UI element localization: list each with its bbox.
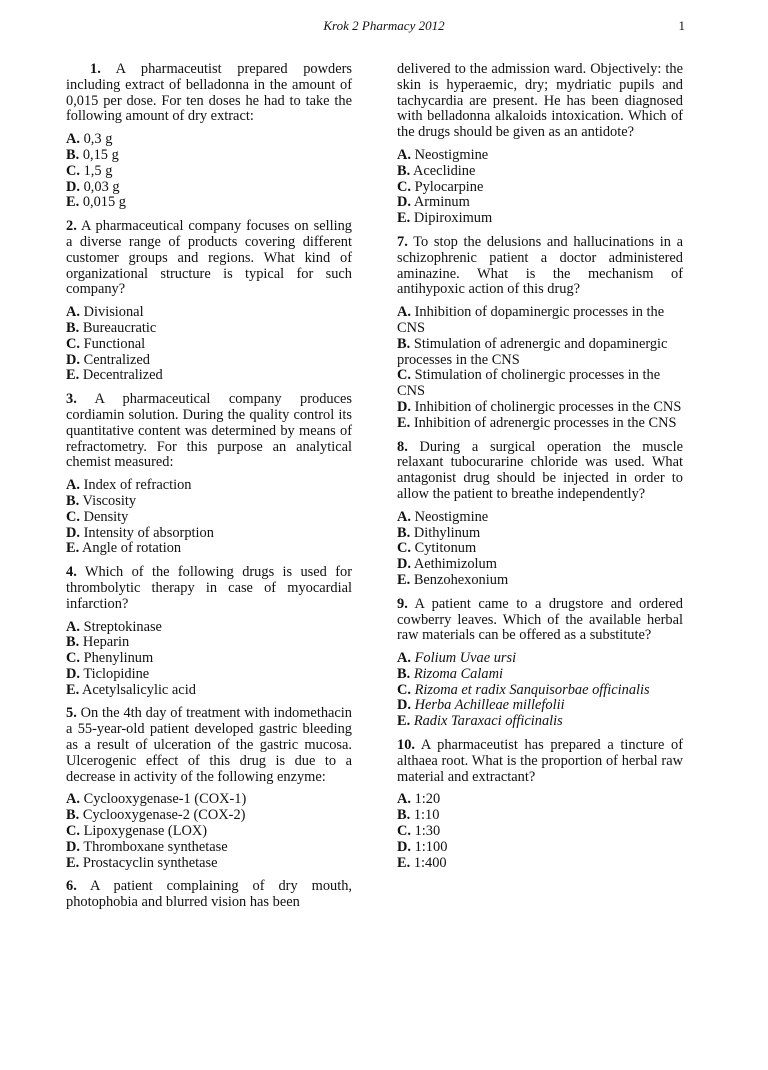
answer-option [66,526,352,542]
option-text: Streptokinase [83,618,162,635]
question-text [66,392,352,471]
option-letter: D. [397,556,411,573]
answer-option [397,573,683,589]
answer-option [66,353,352,369]
answer-option [66,337,352,353]
option-letter: B. [397,162,411,179]
answer-option [397,526,683,542]
question-number: 7. [397,233,408,250]
option-text: 1:10 [413,807,440,824]
option-letter: C. [397,540,411,557]
option-text: Inhibition of dopaminergic processes in the CNS [397,304,665,336]
option-text: Bureaucratic [82,319,157,336]
answer-option [66,620,352,636]
answer-option [66,792,352,808]
answer-option [397,368,683,400]
option-text: Inhibition of adrenergic processes in the CNS [413,414,677,431]
answer-options [397,148,683,227]
option-text: Prostacyclin synthetase [82,854,218,871]
option-letter: A. [397,508,411,525]
option-text: Rizoma et radix Sanquisorbae officinalis [414,681,650,698]
option-text: Functional [83,335,146,352]
option-text: Aceclidine [413,162,476,179]
answer-option [66,321,352,337]
answer-options [66,478,352,557]
option-letter: A. [397,791,411,808]
answer-option [397,337,683,369]
option-text: Benzohexonium [413,571,509,588]
answer-options [397,510,683,589]
answer-option [397,792,683,808]
question-text [66,62,352,125]
option-letter: D. [397,194,411,211]
answer-options [66,792,352,871]
option-letter: A. [397,650,411,667]
option-letter: E. [397,414,411,431]
option-text: 1,5 g [83,162,113,179]
option-letter: C. [66,508,80,525]
answer-option [397,698,683,714]
option-letter: C. [397,823,411,840]
answer-option [397,651,683,667]
question-body: Which of the following drugs is used for thrombolytic therapy in case of myocardial infarction? [66,564,352,612]
option-text: Inhibition of cholinergic processes in the CNS [414,398,682,415]
option-letter: C. [66,335,80,352]
option-text: 1:100 [414,838,448,855]
option-letter: D. [66,178,80,195]
answer-option [397,714,683,730]
answer-option [66,368,352,384]
page-header [0,18,768,38]
question-body: A pharmaceutical company focuses on selling a diverse range of products covering different customer groups and regions. What kind of organizational structure is typical for such company? [66,218,352,298]
answer-option [397,557,683,573]
option-letter: A. [66,304,80,321]
answer-option [397,400,683,416]
option-text: Ticlopidine [83,665,150,682]
option-letter: A. [66,477,80,494]
option-text: Cytitonum [414,540,477,557]
answer-option [66,808,352,824]
option-text: Cyclooxygenase-1 (COX-1) [83,791,247,808]
option-letter: E. [397,571,411,588]
option-text: 1:30 [414,823,441,840]
question-number: 6. [66,878,77,895]
answer-option [66,164,352,180]
answer-options [397,305,683,431]
question-text [397,235,683,298]
option-text: 0,015 g [82,194,126,211]
answer-option [397,180,683,196]
option-text: 0,15 g [82,146,119,163]
answer-option [66,683,352,699]
option-text: Dipiroximum [413,210,493,227]
question-text [66,565,352,612]
question-number: 10. [397,737,415,754]
option-text: Thromboxane synthetase [83,838,228,855]
option-text: Divisional [83,304,144,321]
option-letter: D. [66,665,80,682]
option-letter: B. [397,665,411,682]
option-letter: D. [397,697,411,714]
answer-option [397,305,683,337]
option-text: Heparin [82,634,130,651]
option-letter: E. [66,367,80,384]
option-letter: E. [66,681,80,698]
answer-option [397,148,683,164]
question-number: 5. [66,705,77,722]
answer-option [397,683,683,699]
answer-option [66,856,352,872]
answer-option [397,824,683,840]
option-text: Radix Taraxaci officinalis [413,713,563,730]
question-body: A pharmaceutist has prepared a tincture of althaea root. What is the proportion of herbal raw material and extractant? [397,737,683,785]
option-text: Stimulation of cholinergic processes in the CNS [397,367,661,400]
answer-option [397,541,683,557]
answer-option [66,132,352,148]
option-letter: B. [397,524,411,541]
question-text [397,738,683,785]
answer-option [397,840,683,856]
question-text [66,706,352,785]
answer-option [397,808,683,824]
option-letter: C. [397,178,411,195]
question-body: A patient complaining of dry mouth, photophobia and blurred vision has been [66,878,352,911]
option-text: Neostigmine [414,508,489,525]
option-letter: B. [397,335,411,352]
option-letter: D. [397,838,411,855]
option-text: Stimulation of adrenergic and dopaminergic processes in the CNS [397,335,668,368]
option-letter: A. [66,791,80,808]
answer-option [66,494,352,510]
option-text: Lipoxygenase (LOX) [83,823,208,840]
question-number: 2. [66,218,77,235]
question-body: delivered to the admission ward. Objectively: the skin is hyperaemic, dry; mydriatic pupils and tachycardia are present. He has been diagnosed with belladonna alkaloids intoxication. Which of the drugs should be given as an antidote? [397,61,683,141]
option-text: Centralized [83,351,150,368]
answer-option [66,180,352,196]
option-letter: E. [397,854,411,871]
option-letter: D. [66,351,80,368]
page-number: 1 [678,18,685,33]
option-letter: A. [397,146,411,163]
question-text [397,597,683,644]
option-text: 1:400 [413,854,447,871]
question-text [66,879,352,911]
option-text: 0,03 g [83,178,120,195]
option-letter: E. [66,194,80,211]
answer-options [66,620,352,699]
option-letter: E. [397,713,411,730]
option-letter: A. [397,304,411,321]
option-text: Cyclooxygenase-2 (COX-2) [82,807,246,824]
answer-option [66,305,352,321]
answer-option [66,635,352,651]
option-text: Viscosity [82,492,137,509]
option-text: Index of refraction [83,477,192,494]
option-letter: B. [66,146,80,163]
answer-option [397,856,683,872]
option-letter: B. [66,807,80,824]
answer-option [397,164,683,180]
option-text: Neostigmine [414,146,489,163]
option-text: Rizoma Calami [413,665,503,682]
answer-option [66,651,352,667]
question-number: 1. [90,61,101,77]
question-number: 9. [397,595,408,612]
question-body: A pharmaceutist prepared powders including extract of belladonna in the amount of 0,015 per dose. For ten doses he had to take the following amount of dry extract: [66,61,352,125]
answer-option [397,667,683,683]
option-letter: A. [66,131,80,148]
option-letter: B. [397,807,411,824]
answer-option [66,195,352,211]
question-number: 3. [66,391,77,408]
left-column [66,62,352,918]
answer-option [66,510,352,526]
answer-options [397,792,683,871]
answer-option [66,478,352,494]
question-text [397,440,683,503]
option-text: Angle of rotation [82,540,182,557]
answer-option [397,510,683,526]
option-letter: B. [66,634,80,651]
question-body: A patient came to a drugstore and ordered cowberry leaves. Which of the available herbal raw materials can be offered as a substitute? [397,595,683,644]
option-letter: C. [66,823,80,840]
question-body: On the 4th day of treatment with indomethacin a 55-year-old patient developed gastric bleeding as a result of ulceration of the gastric mucosa. Ulcerogenic effect of this drug is due to a decrease in activity of the following enzyme: [66,705,352,785]
question-number: 8. [397,438,408,455]
option-text: Herba Achilleae millefolii [414,697,565,714]
option-letter: D. [66,838,80,855]
answer-option [66,541,352,557]
option-letter: A. [66,618,80,635]
question-body: A pharmaceutical company produces cordiamin solution. During the quality control its quantitative content was determined by means of refractometry. For this purpose an analytical chemist measured: [66,391,352,471]
question-body: To stop the delusions and hallucinations in a schizophrenic patient a doctor administered aminazine. What is the mechanism of antihypoxic action of this drug? [397,233,683,298]
answer-option [397,416,683,432]
option-letter: E. [397,210,411,227]
option-letter: C. [397,681,411,698]
option-text: Density [83,508,129,525]
answer-options [66,132,352,211]
answer-option [66,824,352,840]
option-letter: E. [66,540,80,557]
option-text: 0,3 g [83,131,113,148]
option-letter: C. [66,162,80,179]
question-text [66,219,352,298]
answer-option [66,148,352,164]
answer-options [397,651,683,730]
option-text: Folium Uvae ursi [414,650,517,667]
option-text: Pylocarpine [414,178,484,195]
option-letter: B. [66,319,80,336]
answer-option [66,840,352,856]
option-text: Arminum [413,194,470,211]
option-letter: C. [397,367,411,384]
question-number: 4. [66,564,77,581]
question-body: During a surgical operation the muscle relaxant tubocurarine chloride was used. What antagonist drug should be injected in order to allow the patient to breathe independently? [397,438,683,502]
option-text: 1:20 [414,791,441,808]
option-text: Aethimizolum [413,556,497,573]
option-text: Dithylinum [413,524,481,541]
answer-option [397,195,683,211]
option-text: Phenylinum [83,650,154,667]
option-letter: B. [66,492,80,509]
option-text: Decentralized [82,367,163,384]
option-letter: C. [66,650,80,667]
option-text: Intensity of absorption [83,524,214,541]
answer-options [66,305,352,384]
option-letter: D. [66,524,80,541]
option-text: Acetylsalicylic acid [82,681,196,698]
document-title: Krok 2 Pharmacy 2012 [323,18,445,33]
right-column [397,62,683,879]
answer-option [397,211,683,227]
question-text [397,62,683,141]
option-letter: D. [397,398,411,415]
answer-option [66,667,352,683]
option-letter: E. [66,854,80,871]
